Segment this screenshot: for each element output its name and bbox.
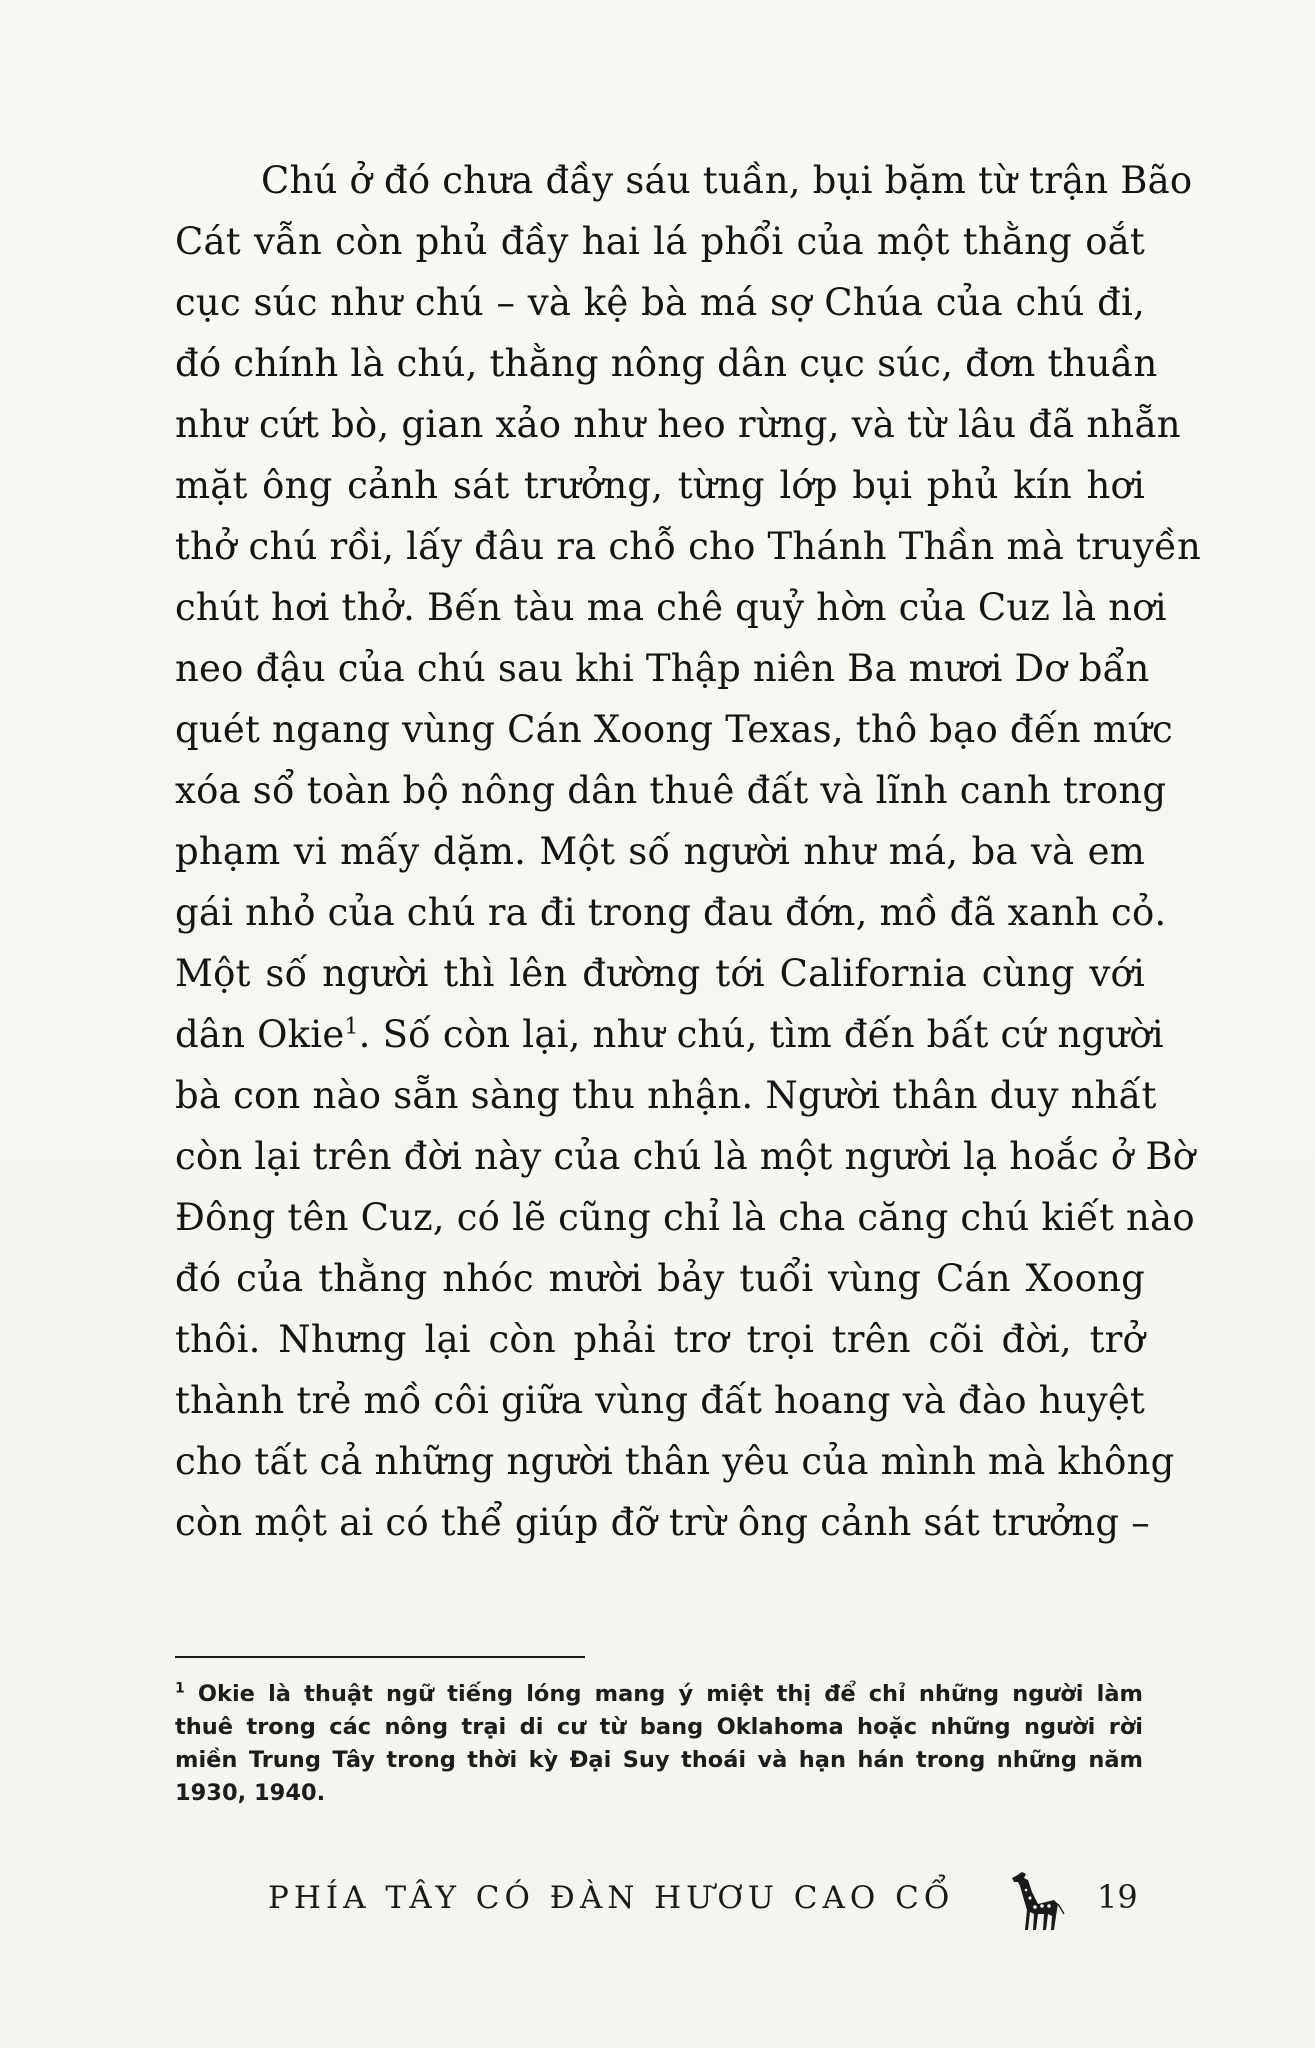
text-line: thở chú rồi, lấy đâu ra chỗ cho Thánh Thần mà truyền (175, 525, 1202, 568)
text-line: neo đậu của chú sau khi Thập niên Ba mươi Dơ bẩn (175, 647, 1150, 690)
footnote-line: miền Trung Tây trong thời kỳ Đại Suy thoái và hạn hán trong những năm (175, 1747, 1143, 1773)
text-line: mặt ông cảnh sát trưởng, từng lớp bụi phủ kín hơi (175, 464, 1145, 507)
running-title: PHÍA TÂY CÓ ĐÀN HƯƠU CAO CỔ (268, 1880, 955, 1916)
body-text (175, 150, 1202, 1553)
text-line: quét ngang vùng Cán Xoong Texas, thô bạo đến mức (175, 708, 1173, 751)
footnote-reference[interactable]: 1 (344, 1014, 359, 1040)
text-line-with-footnote-ref (175, 1004, 1164, 1065)
line-remainder: Số còn lại, như chú, tìm đến bất cứ người (382, 1013, 1164, 1056)
text-line: còn một ai có thể giúp đỡ trừ ông cảnh sát trưởng – (175, 1501, 1150, 1544)
footnote-line: 1930, 1940. (175, 1780, 326, 1806)
text-line: chút hơi thở. Bến tàu ma chê quỷ hờn của Cuz là nơi (175, 586, 1167, 629)
text-line: gái nhỏ của chú ra đi trong đau đớn, mồ đã xanh cỏ. (175, 891, 1167, 934)
text-line: đó chính là chú, thằng nông dân cục súc, đơn thuần (175, 342, 1158, 385)
text-line: Một số người thì lên đường tới California cùng với (175, 952, 1145, 995)
text-line: bà con nào sẵn sàng thu nhận. Người thân duy nhất (175, 1074, 1157, 1117)
text-line: thôi. Nhưng lại còn phải trơ trọi trên cõi đời, trở (175, 1318, 1145, 1361)
footnote (175, 1678, 1143, 1810)
okie-term: dân Okie (175, 1013, 345, 1056)
text-line: còn lại trên đời này của chú là một người lạ hoắc ở Bờ (175, 1135, 1196, 1178)
text-line: Đông tên Cuz, có lẽ cũng chỉ là cha căng chú kiết nào (175, 1196, 1195, 1239)
okie-punct: . (358, 1013, 383, 1056)
text-line: cục súc như chú – và kệ bà má sợ Chúa của chú đi, (175, 281, 1145, 324)
text-line: cho tất cả những người thân yêu của mình mà không (175, 1440, 1175, 1483)
footnote-divider (175, 1656, 585, 1658)
footnote-text: Okie là thuật ngữ tiếng lóng mang ý miệt thị để chỉ những người làm (184, 1681, 1143, 1707)
page-footer (0, 1870, 1315, 1930)
footnote-line (175, 1678, 1143, 1711)
text-line: như cứt bò, gian xảo như heo rừng, và từ lâu đã nhẵn (175, 403, 1181, 446)
text-line: phạm vi mấy dặm. Một số người như má, ba và em (175, 830, 1145, 873)
giraffe-icon (1008, 1870, 1070, 1936)
text-line: Chú ở đó chưa đầy sáu tuần, bụi bặm từ trận Bão (261, 159, 1193, 202)
footnote-line: thuê trong các nông trại di cư từ bang Oklahoma hoặc những người rời (175, 1714, 1143, 1740)
text-line: Cát vẫn còn phủ đầy hai lá phổi của một thằng oắt (175, 220, 1145, 263)
text-line: đó của thằng nhóc mười bảy tuổi vùng Cán Xoong (175, 1257, 1145, 1300)
text-line: thành trẻ mồ côi giữa vùng đất hoang và đào huyệt (175, 1379, 1145, 1422)
page-number: 19 (1097, 1878, 1138, 1916)
footnote-marker: 1 (175, 1680, 185, 1697)
text-line: xóa sổ toàn bộ nông dân thuê đất và lĩnh canh trong (175, 769, 1167, 812)
